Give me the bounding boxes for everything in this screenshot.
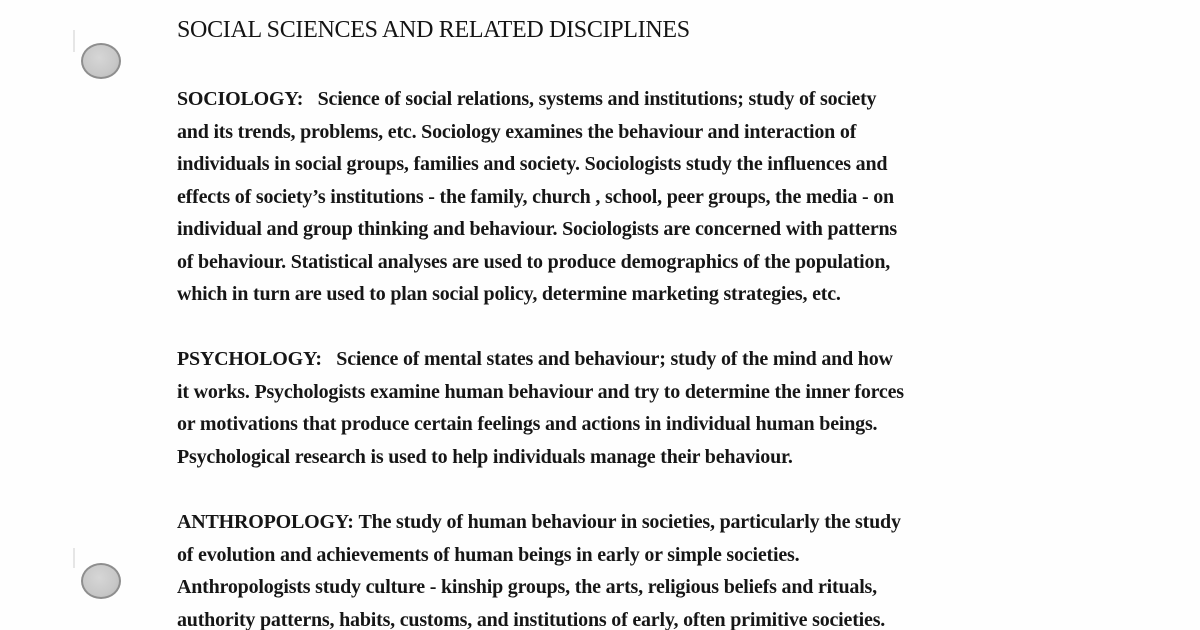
section-sociology bbox=[177, 83, 1057, 311]
section-line: Anthropologists study culture - kinship groups, the arts, religious beliefs and rituals, bbox=[177, 576, 877, 598]
section-line bbox=[177, 83, 1057, 116]
section-line: it works. Psychologists examine human behaviour and try to determine the inner forces bbox=[177, 380, 904, 403]
document-title: SOCIAL SCIENCES AND RELATED DISCIPLINES bbox=[177, 17, 690, 43]
binder-hole-bottom bbox=[81, 563, 121, 599]
binder-hole-top bbox=[81, 43, 121, 79]
section-line: or motivations that produce certain feelings and actions in individual human beings. bbox=[177, 413, 878, 435]
section-line bbox=[177, 343, 1057, 376]
section-line: of behaviour. Statistical analyses are used to produce demographics of the population, bbox=[177, 250, 891, 273]
section-text: Science of mental states and behaviour; study of the mind and how bbox=[336, 348, 893, 370]
section-text: The study of human behaviour in societies, particularly the study bbox=[358, 511, 901, 533]
scan-mark bbox=[73, 548, 75, 568]
section-term: PSYCHOLOGY: bbox=[177, 348, 322, 370]
section-term: ANTHROPOLOGY: bbox=[177, 511, 354, 533]
section-text: Science of social relations, systems and institutions; study of society bbox=[317, 88, 877, 110]
section-line: and its trends, problems, etc. Sociology examines the behaviour and interaction of bbox=[177, 120, 857, 143]
section-term: SOCIOLOGY: bbox=[177, 88, 304, 110]
section-line: individual and group thinking and behaviour. Sociologists are concerned with patterns bbox=[177, 218, 898, 240]
section-anthropology bbox=[177, 506, 1057, 630]
section-line: individuals in social groups, families and society. Sociologists study the influences and bbox=[177, 153, 888, 175]
section-line bbox=[177, 506, 1057, 539]
section-psychology bbox=[177, 343, 1057, 473]
section-line: effects of society’s institutions - the family, church , school, peer groups, the media - on bbox=[177, 185, 894, 208]
section-line: of evolution and achievements of human beings in early or simple societies. bbox=[177, 543, 800, 566]
scan-mark bbox=[73, 30, 75, 52]
section-line: Psychological research is used to help individuals manage their behaviour. bbox=[177, 445, 793, 468]
section-line: authority patterns, habits, customs, and institutions of early, often primitive societies. bbox=[177, 608, 886, 630]
section-line: which in turn are used to plan social policy, determine marketing strategies, etc. bbox=[177, 283, 841, 305]
